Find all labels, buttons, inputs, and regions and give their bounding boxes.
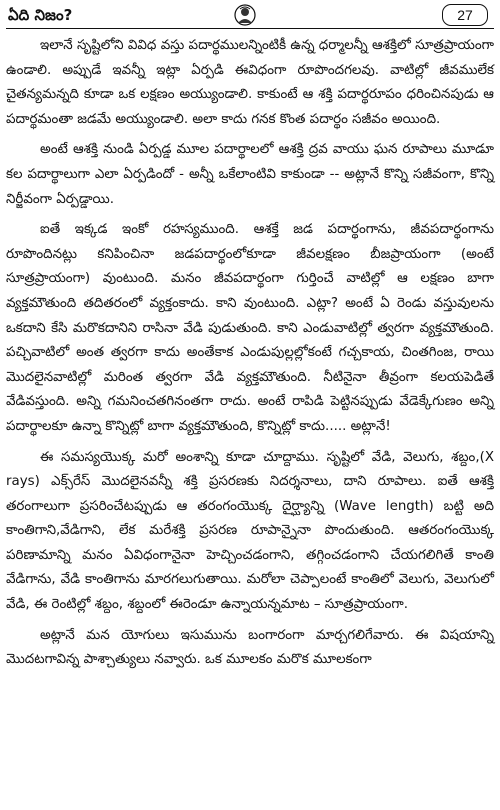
body-text: [6, 34, 494, 673]
paragraph: అట్లానే మన యోగులు ఇసుమును బంగారంగా మార్చగలిగేవారు. ఈ విషయాన్ని మొదటగావిన్న పాశ్చాత్యులు నవ్వారు. ఒక మూలకం మరొక మూలకంగా: [6, 627, 494, 668]
running-title: ఏది నిజం?: [8, 6, 73, 24]
page-number: 27: [442, 4, 488, 26]
page-header: [6, 4, 494, 30]
paragraph: ఇలానే సృష్టిలోని వివిధ వస్తు పదార్థములన్నింటికీ ఉన్న ధర్మాలన్నీ ఆశక్తిలో సూత్రప్రాయంగా ఉండాలి. అప్పుడే ఇవన్నీ ఇట్లా ఏర్పడి ఈవిధంగా రూపొందగలవు. వాటిల్లో జీవములేక చైతన్యమన్నది కూడా ఒక లక్షణం అయ్యుండాలి. కాకుంటే ఆ శక్తి పదార్థరూపం ధరించినపుడు ఆ పదార్థమంతా జడమే అయ్యుండాలి. అలా కాదు గనక కొంత పదార్థం సజీవం అయింది.: [6, 38, 494, 127]
header-divider: [6, 28, 494, 29]
paragraph: అంటే ఆశక్తి నుండి ఏర్పడ్డ మూల పదార్థాలలో ఆశక్తి ద్రవ వాయు ఘన రూపాలు మూడూ కల పదార్థాలుగా ఎలా ఏర్పడిందో - అన్నీ ఒకేలాంటివి కాకుండా -- అట్లానే కొన్ని సజీవంగా, కొన్ని నిర్జీవంగా ఏర్పడ్డాయి.: [6, 142, 494, 207]
portrait-emblem-icon: [234, 4, 256, 26]
paragraph: ఐతే ఇక్కడ ఇంకో రహస్యముంది. ఆశక్తే జడ పదార్థంగాను, జీవపదార్థంగాను రూపొందినట్లు కనిపించినా జడపదార్థంలోకూడా జీవలక్షణం బీజప్రాయంగా (అంటే సూత్రప్రాయంగా) వుంటుంది. మనం జీవపదార్థంగా గుర్తించే వాటిల్లో ఆ లక్షణం బాగా వ్యక్తమౌతుంది తదితరంలో వ్యక్తంకాదు. కాని వుంటుంది. ఎట్లా? అంటే ఏ రెండు వస్తువులను ఒకదాని కేసి మరొకదానిని రాసినా వేడి పుడుతుంది. కాని ఎండువాటిల్లో త్వరగా వ్యక్తమౌతుంది. పచ్చివాటిలో అంత త్వరగా కాదు అంతేకాక ఎండుపుల్లల్లోకంటే గచ్చకాయ, చింతగింజ, రాయి మొదలైనవాటిల్లో మరింత త్వరగా వేడి వ్యక్తమౌతుంది. నీటినైనా తీవ్రంగా కలయపెడితే వేడివస్తుంది. అన్ని గమనించతగినంతగా రాదు. అంటే రాపిడి పెట్టినప్పుడు వేడెక్కేగుణం అన్ని పదార్థాలకూ ఉన్నా కొన్నిట్లో బాగా వ్యక్తమౌతుంది, కొన్నిట్లో కాదు..... అట్లానే!: [6, 222, 494, 434]
paragraph: ఈ సమస్యయొక్క మరో అంశాన్ని కూడా చూద్దాము. సృష్టిలో వేడి, వెలుగు, శబ్దం,(X rays) ఎక్స్‌రేస్ మొదలైనవన్నీ శక్తి ప్రసరణకు నిదర్శనాలు, దాని రూపాలు. ఐతే ఆశక్తి తరంగాలుగా ప్రసరించేటప్పుడు ఆ తరంగంయొక్క దైర్ఘ్యాన్ని (Wave length) బట్టి అది కాంతిగాని,వేడిగాని, లేక మరేశక్తి ప్రసరణ రూపాన్నైనా పొందుతుంది. ఆతరంగంయొక్క పరిణామాన్ని మనం ఏవిధంగానైనా హెచ్చించడంగాని, తగ్గించడంగాని చేయగలిగితే కాంతి వేడిగాను, వేడి కాంతిగాను మారగలుగుతాయి. మరోలా చెప్పాలంటే కాంతిలో వెలుగు, వెలుగులో వేడి, ఈ రెంటిల్లో శబ్దం, శబ్దంలో ఈరెండూ ఉన్నాయన్నమాట – సూత్రప్రాయంగా.: [6, 449, 494, 613]
